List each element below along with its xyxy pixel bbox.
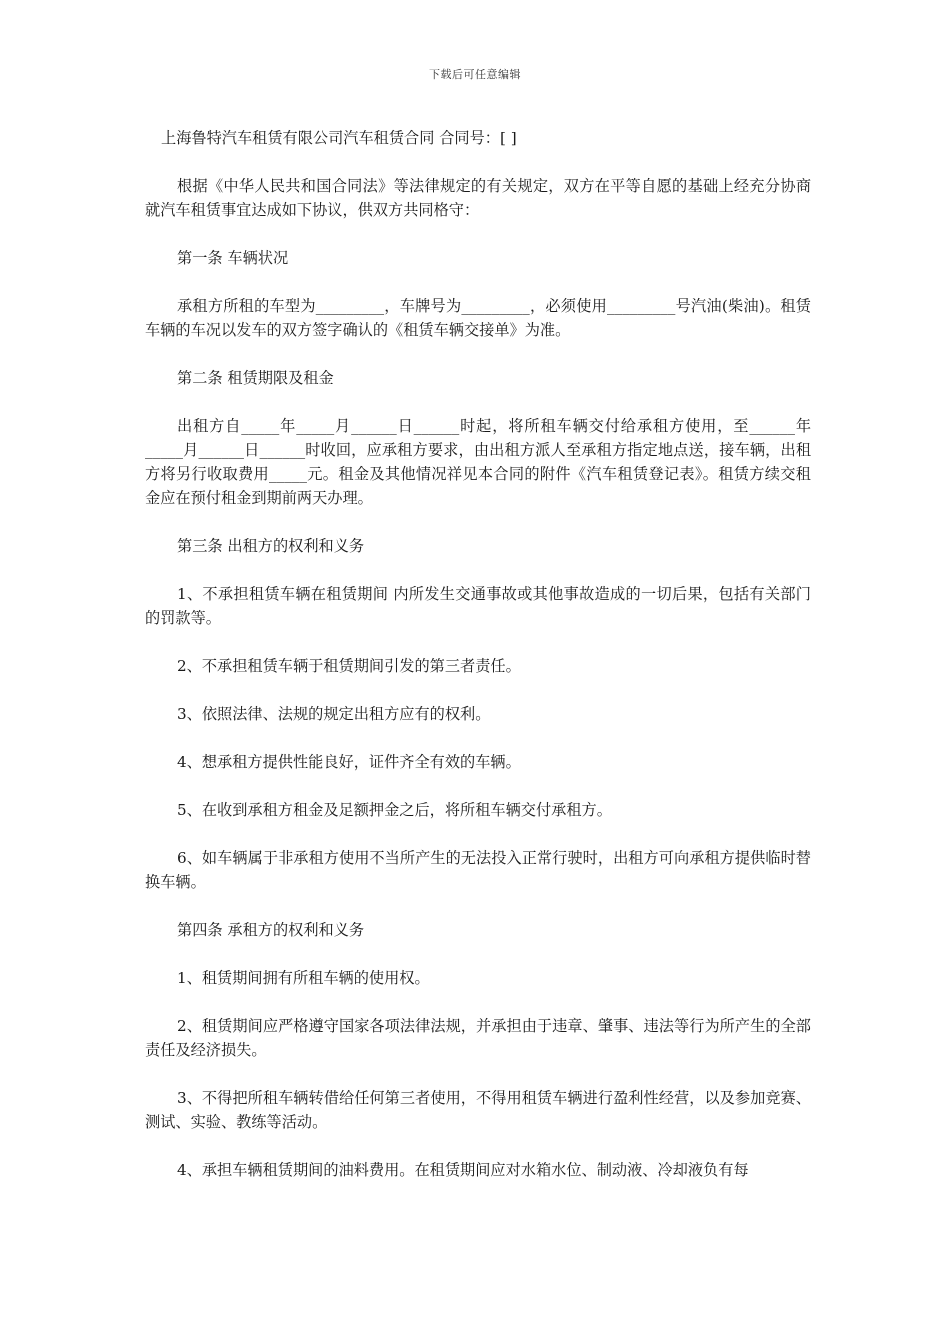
list-item: 4、想承租方提供性能良好，证件齐全有效的车辆。	[177, 753, 521, 771]
document-body	[145, 126, 811, 1206]
list-item: 1、不承担租赁车辆在租赁期间 内所发生交通事故或其他事故造成的一切后果，包括有关部门的罚款等。	[145, 585, 811, 627]
list-item: 4、承担车辆租赁期间的油料费用。在租赁期间应对水箱水位、制动液、冷却液负有每	[177, 1161, 749, 1179]
paragraph: 出租方自_____年_____月______日______时起，将所租车辆交付给承租方使用，至______年_____月______日______时收回，应承租方要求，由出租方派人至承租方指定地点送，接车辆，出租方将另行收取费用_____元。租金及其他情况祥见本合同的附件《汽车租赁登记表》。租赁方续交租金应在预付租金到期前两天办理。	[145, 417, 811, 507]
section-heading-2: 第二条 租赁期限及租金	[177, 369, 334, 387]
paragraph-intro: 根据《中华人民共和国合同法》等法律规定的有关规定，双方在平等自愿的基础上经充分协商就汽车租赁事宜达成如下协议，供双方共同格守：	[145, 177, 811, 219]
header-note: 下载后可任意编辑	[429, 68, 521, 81]
list-item: 6、如车辆属于非承租方使用不当所产生的无法投入正常行驶时，出租方可向承租方提供临时替换车辆。	[145, 849, 811, 891]
list-item: 3、依照法律、法规的规定出租方应有的权利。	[177, 705, 491, 723]
list-item: 5、在收到承租方租金及足额押金之后，将所租车辆交付承租方。	[177, 801, 612, 819]
section-heading-4: 第四条 承租方的权利和义务	[177, 921, 365, 939]
list-item: 2、不承担租赁车辆于租赁期间引发的第三者责任。	[177, 657, 521, 675]
contract-title: 上海鲁特汽车租赁有限公司汽车租赁合同 合同号：[ ]	[161, 129, 517, 147]
section-heading-3: 第三条 出租方的权利和义务	[177, 537, 365, 555]
list-item: 3、不得把所租车辆转借给任何第三者使用，不得用租赁车辆进行盈利性经营，以及参加竞赛、测试、实验、教练等活动。	[145, 1089, 811, 1131]
section-heading-1: 第一条 车辆状况	[177, 249, 289, 267]
list-item: 1、租赁期间拥有所租车辆的使用权。	[177, 969, 430, 987]
paragraph: 承租方所租的车型为_________，车牌号为_________，必须使用_________号汽油(柴油)。租赁车辆的车况以发车的双方签字确认的《租赁车辆交接单》为准。	[145, 297, 811, 339]
list-item: 2、租赁期间应严格遵守国家各项法律法规，并承担由于违章、肇事、违法等行为所产生的全部责任及经济损失。	[145, 1017, 811, 1059]
